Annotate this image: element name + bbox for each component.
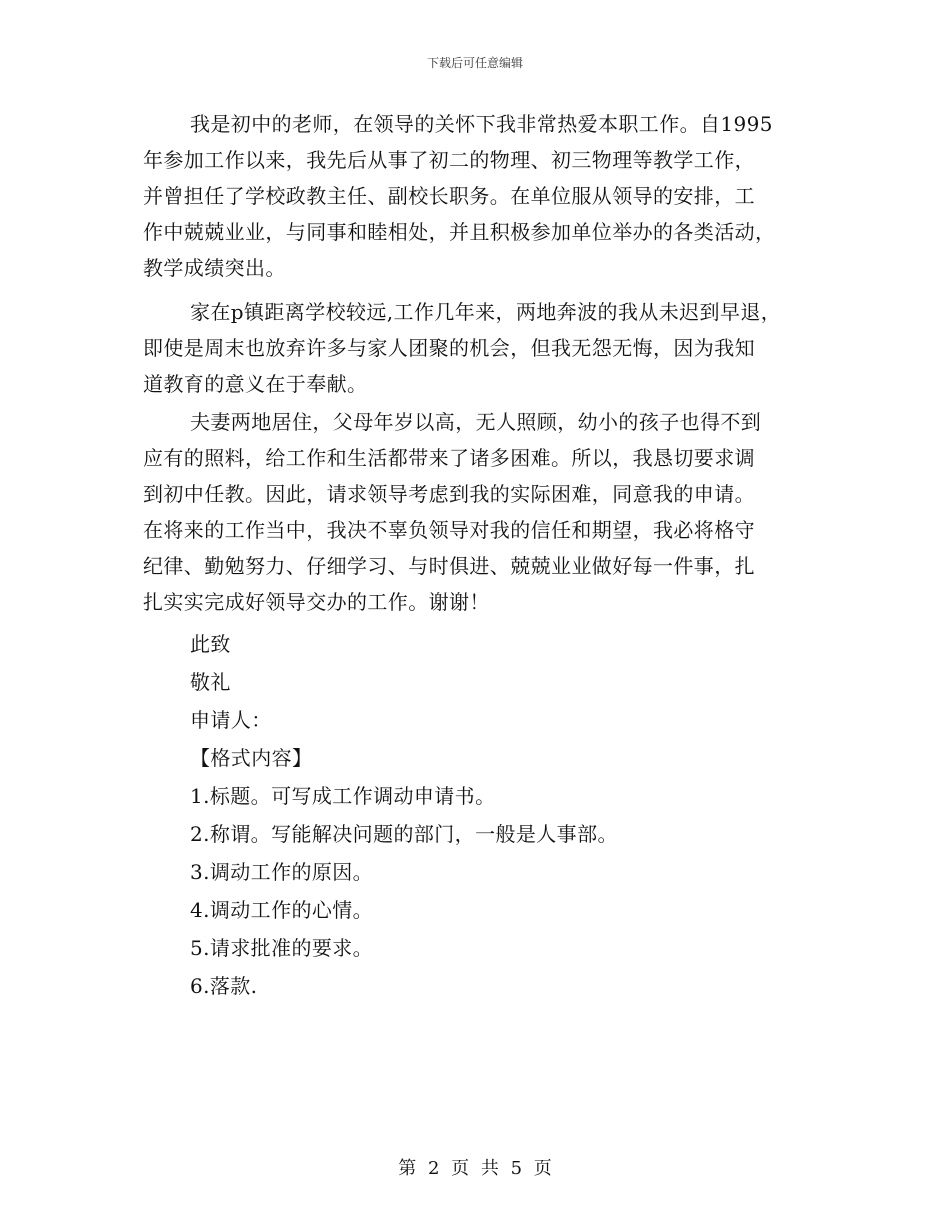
page-header: 下载后可任意编辑 (426, 56, 523, 70)
paragraph-1-line-2: 年参加工作以来，我先后从事了初二的物理、初三物理等教学工作， (143, 148, 755, 172)
format-item-5: 5.请求批准的要求。 (190, 936, 374, 960)
paragraph-1-line-3: 并曾担任了学校政教主任、副校长职务。在单位服从领导的安排，工 (143, 184, 755, 208)
paragraph-3-line-6: 扎实实完成好领导交办的工作。谢谢！ (143, 590, 490, 614)
paragraph-1-line-5: 教学成绩突出。 (143, 256, 286, 280)
closing-applicant: 申请人： (190, 708, 272, 732)
paragraph-1-line-4: 作中兢兢业业，与同事和睦相处，并且积极参加单位举办的各类活动， (143, 220, 776, 244)
page-footer: 第 2 页 共 5 页 (398, 1158, 552, 1179)
paragraph-1-line-1: 我是初中的老师，在领导的关怀下我非常热爱本职工作。自1995 (190, 112, 773, 136)
paragraph-2-line-2: 即使是周末也放弃许多与家人团聚的机会，但我无怨无悔，因为我知 (143, 336, 755, 360)
format-item-3: 3.调动工作的原因。 (190, 860, 374, 884)
paragraph-3-line-2: 应有的照料，给工作和生活都带来了诸多困难。所以，我恳切要求调 (143, 446, 755, 470)
paragraph-2-line-3: 道教育的意义在于奉献。 (143, 372, 368, 396)
paragraph-3-line-3: 到初中任教。因此，请求领导考虑到我的实际困难，同意我的申请。 (143, 482, 755, 506)
format-item-6: 6.落款. (190, 974, 258, 998)
closing-jingli: 敬礼 (190, 670, 231, 694)
closing-cizhi: 此致 (190, 632, 231, 656)
paragraph-3-line-4: 在将来的工作当中，我决不辜负领导对我的信任和期望，我必将格守 (143, 518, 755, 542)
format-item-2: 2.称谓。写能解决问题的部门，一般是人事部。 (190, 822, 618, 846)
paragraph-3-line-5: 纪律、勤勉努力、仔细学习、与时俱进、兢兢业业做好每一件事，扎 (143, 554, 755, 578)
paragraph-2-line-1: 家在p镇距离学校较远,工作几年来，两地奔波的我从未迟到早退， (190, 300, 782, 324)
format-item-1: 1.标题。可写成工作调动申请书。 (190, 784, 496, 808)
paragraph-3-line-1: 夫妻两地居住，父母年岁以高，无人照顾，幼小的孩子也得不到 (190, 410, 762, 434)
format-section-title: 【格式内容】 (190, 746, 313, 770)
format-item-4: 4.调动工作的心情。 (190, 898, 374, 922)
